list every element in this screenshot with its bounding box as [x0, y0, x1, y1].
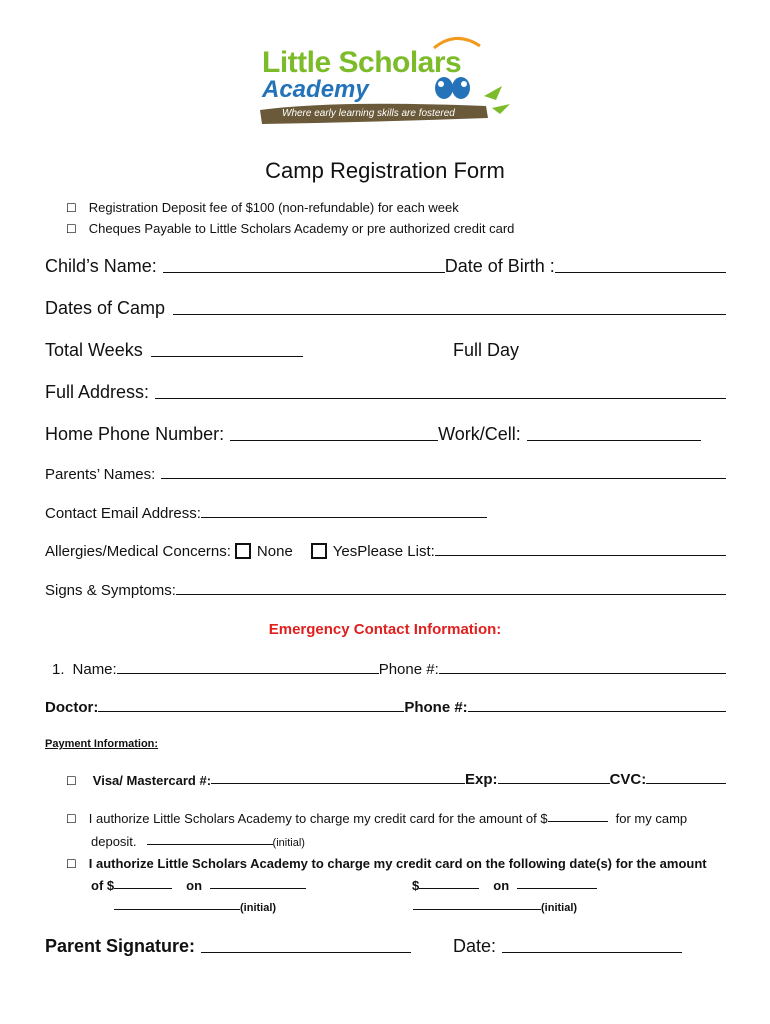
none-label: None [256, 543, 293, 560]
auth1-row [66, 811, 726, 826]
emergency-name-field[interactable] [117, 672, 379, 674]
auth2-of-label: of $ [91, 878, 115, 893]
auth2-amount-1-field[interactable] [114, 887, 172, 889]
auth1-initial-label: (initial) [272, 837, 305, 849]
signs-symptoms-label: Signs & Symptoms: [45, 582, 176, 599]
auth2-row [66, 856, 726, 871]
dates-of-camp-field[interactable] [173, 313, 726, 315]
full-address-label: Full Address: [45, 382, 150, 402]
cvc-field[interactable] [646, 782, 726, 784]
child-name-label: Child’s Name: [45, 256, 157, 276]
doctor-label: Doctor: [45, 699, 99, 716]
home-phone-field[interactable] [230, 439, 438, 441]
checkbox-icon: ☐ [66, 857, 77, 871]
auth2-initial-right: (initial) [413, 902, 577, 914]
full-address-row [45, 382, 726, 403]
auth2-dollar-label: $ [412, 878, 420, 893]
none-checkbox[interactable] [235, 543, 251, 559]
home-phone-row [45, 424, 726, 445]
full-address-field[interactable] [155, 397, 726, 399]
date-label: Date: [453, 936, 497, 956]
parent-signature-row [45, 936, 411, 957]
payment-heading: Payment Information: [45, 738, 159, 750]
total-weeks-field[interactable] [151, 355, 303, 357]
total-weeks-row [45, 340, 726, 361]
dates-of-camp-row [45, 298, 726, 319]
logo-tagline: Where early learning skills are fostered [282, 108, 455, 119]
academy-logo [256, 30, 516, 126]
work-cell-label: Work/Cell: [438, 424, 521, 444]
emergency-heading: Emergency Contact Information: [268, 621, 502, 638]
yes-please-list-label: YesPlease List: [332, 543, 435, 560]
card-label: Visa/ Mastercard #: [92, 773, 212, 788]
home-phone-label: Home Phone Number: [45, 424, 225, 444]
parent-signature-field[interactable] [201, 951, 411, 953]
note-2: ☐ Cheques Payable to Little Scholars Academy or pre authorized credit card [66, 221, 515, 236]
signs-symptoms-row [45, 582, 726, 599]
doctor-phone-label: Phone #: [404, 699, 468, 716]
yes-checkbox[interactable] [311, 543, 327, 559]
parent-signature-label: Parent Signature: [45, 936, 196, 956]
auth2-amount-2-field[interactable] [419, 887, 479, 889]
date-row [453, 936, 682, 957]
emergency-phone-field[interactable] [439, 672, 726, 674]
auth2-on-label: on [186, 878, 203, 893]
contact-email-label: Contact Email Address: [45, 505, 201, 522]
auth1-amount-field[interactable] [548, 820, 608, 822]
allergies-label: Allergies/Medical Concerns: [45, 543, 231, 560]
auth2-initial-1-field[interactable] [114, 908, 240, 910]
auth2-initial-2-field[interactable] [413, 908, 541, 910]
auth1-deposit-row [91, 834, 305, 849]
checkbox-icon: ☐ [66, 222, 77, 236]
contact-email-row [45, 505, 726, 522]
page-title: Camp Registration Form [265, 158, 505, 183]
dob-field[interactable] [555, 271, 726, 273]
logo-line-1: Little Scholars [262, 46, 462, 79]
emergency-contact-row [52, 661, 726, 678]
checkbox-icon: ☐ [66, 774, 77, 788]
contact-email-field[interactable] [201, 516, 487, 518]
auth2-date-1-field[interactable] [210, 887, 306, 889]
signs-symptoms-field[interactable] [176, 593, 726, 595]
full-day-label: Full Day [453, 340, 520, 360]
checkbox-icon: ☐ [66, 812, 77, 826]
doctor-row [45, 699, 726, 716]
child-name-field[interactable] [163, 271, 445, 273]
auth1-text: I authorize Little Scholars Academy to charge my credit card for the amount of $ [88, 811, 548, 826]
parents-names-field[interactable] [161, 477, 726, 479]
doctor-phone-field[interactable] [468, 710, 726, 712]
total-weeks-label: Total Weeks [45, 340, 143, 360]
auth2-amount-row [91, 878, 611, 893]
child-name-row [45, 256, 726, 277]
exp-field[interactable] [498, 782, 610, 784]
exp-label: Exp: [465, 771, 498, 788]
auth1-deposit-label: deposit. [91, 834, 137, 849]
cvc-label: CVC: [609, 771, 647, 788]
parents-names-row [45, 466, 726, 483]
doctor-field[interactable] [98, 710, 404, 712]
auth2-on2-label: on [493, 878, 510, 893]
auth1-suffix: for my camp [615, 811, 688, 826]
logo-line-2: Academy [262, 76, 369, 103]
emergency-phone-label: Phone #: [378, 661, 439, 678]
allergies-row [45, 543, 726, 560]
emergency-name-label: Name: [72, 661, 117, 678]
card-row [66, 771, 726, 788]
dob-label: Date of Birth : [444, 256, 555, 276]
parents-names-label: Parents’ Names: [45, 466, 156, 483]
work-cell-field[interactable] [527, 439, 701, 441]
allergies-list-field[interactable] [435, 554, 726, 556]
auth1-initial-field[interactable] [147, 843, 273, 845]
emergency-number: 1. [52, 661, 65, 678]
auth2-initial-left: (initial) [114, 902, 276, 914]
date-field[interactable] [502, 951, 682, 953]
checkbox-icon: ☐ [66, 201, 77, 215]
card-number-field[interactable] [211, 782, 465, 784]
dates-of-camp-label: Dates of Camp [45, 298, 166, 318]
auth2-date-2-field[interactable] [517, 887, 597, 889]
auth2-text: I authorize Little Scholars Academy to charge my credit card on the following date(s) for the amount [88, 856, 707, 871]
note-1: ☐ Registration Deposit fee of $100 (non-refundable) for each week [66, 200, 459, 215]
